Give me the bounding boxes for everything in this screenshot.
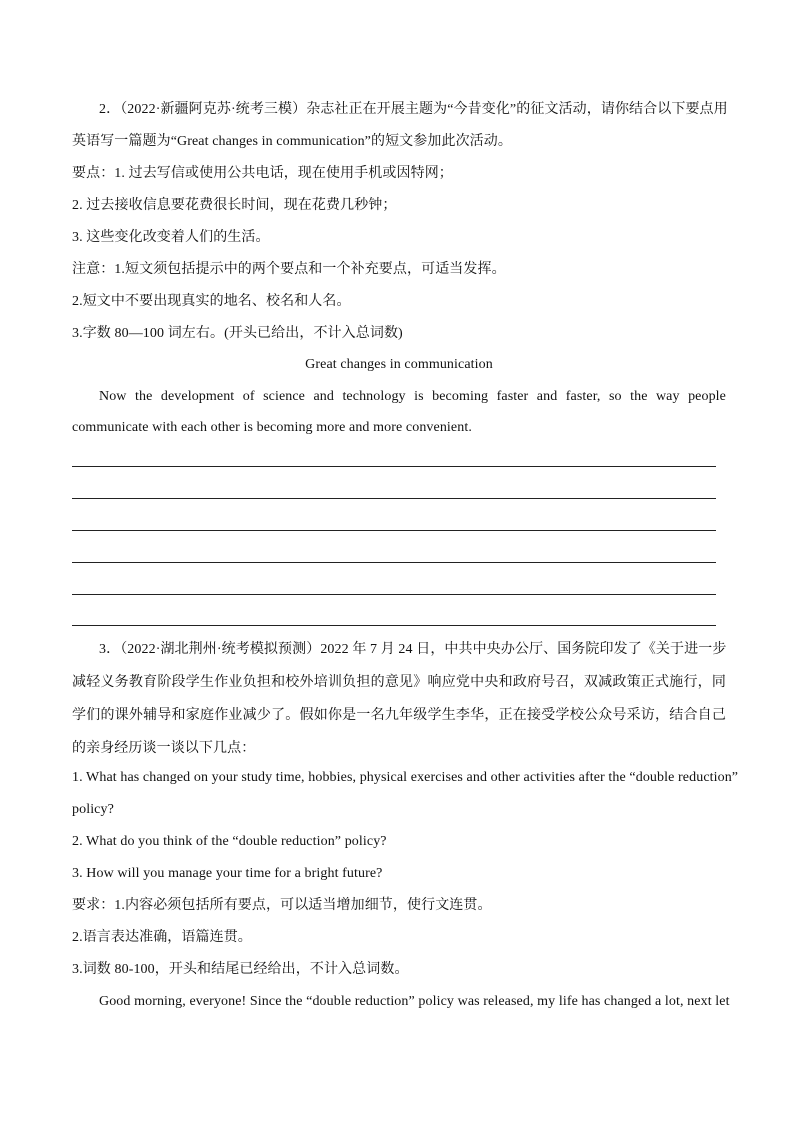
q2-header-line-1: 2．（2022·新疆阿克苏·统考三模）杂志社正在开展主题为“今昔变化”的征文活动，请你结合以下要点用 (99, 102, 728, 117)
q3-opening-line: Good morning, everyone! Since the “double reduction” policy was released, my life has changed a lot, next let (99, 994, 730, 1009)
answer-writing-line[interactable] (72, 625, 716, 626)
q2-point-3: 3. 这些变化改变着人们的生活。 (72, 230, 270, 245)
q3-question-2: 2. What do you think of the “double reduction” policy? (72, 834, 387, 849)
answer-writing-line[interactable] (72, 530, 716, 531)
q3-header-line-2: 减轻义务教育阶段学生作业负担和校外培训负担的意见》响应党中央和政府号召，双减政策正式施行，同 (72, 675, 726, 690)
q2-opening-line-1: Now the development of science and technology is becoming faster and faster, so the way people (99, 389, 726, 404)
q2-essay-title: Great changes in communication (305, 357, 493, 372)
q3-requirement-1: 要求：1.内容必须包括所有要点，可以适当增加细节，使行文连贯。 (72, 898, 492, 913)
q3-requirement-3: 3.词数 80-100，开头和结尾已经给出，不计入总词数。 (72, 962, 409, 977)
q2-point-2: 2. 过去接收信息要花费很长时间，现在花费几秒钟； (72, 198, 397, 213)
q3-header-line-3: 学们的课外辅导和家庭作业减少了。假如你是一名九年级学生李华，正在接受学校公众号采访，结合自己 (72, 708, 726, 723)
q2-note-2: 2.短文中不要出现真实的地名、校名和人名。 (72, 294, 351, 309)
q2-note-1: 注意：1.短文须包括提示中的两个要点和一个补充要点，可适当发挥。 (72, 262, 506, 277)
answer-writing-line[interactable] (72, 466, 716, 467)
q2-opening-line-2: communicate with each other is becoming more and more convenient. (72, 420, 472, 435)
q3-question-1-line-1: 1. What has changed on your study time, hobbies, physical exercises and other activities after the “double reduction” (72, 770, 739, 785)
q3-requirement-2: 2.语言表达准确，语篇连贯。 (72, 930, 252, 945)
answer-writing-line[interactable] (72, 594, 716, 595)
q3-header-line-4: 的亲身经历谈一谈以下几点： (72, 741, 256, 756)
q2-point-1: 要点：1. 过去写信或使用公共电话，现在使用手机或因特网； (72, 166, 453, 181)
q2-note-3: 3.字数 80—100 词左右。(开头已给出，不计入总词数) (72, 326, 403, 341)
q2-header-line-2: 英语写一篇题为“Great changes in communication”的短文参加此次活动。 (72, 134, 512, 149)
answer-writing-line[interactable] (72, 498, 716, 499)
q3-question-1-line-2: policy? (72, 802, 114, 817)
q3-header-line-1: 3．（2022·湖北荆州·统考模拟预测）2022 年 7 月 24 日，中共中央办公厅、国务院印发了《关于进一步 (99, 642, 727, 657)
answer-writing-line[interactable] (72, 562, 716, 563)
q3-question-3: 3. How will you manage your time for a bright future? (72, 866, 383, 881)
